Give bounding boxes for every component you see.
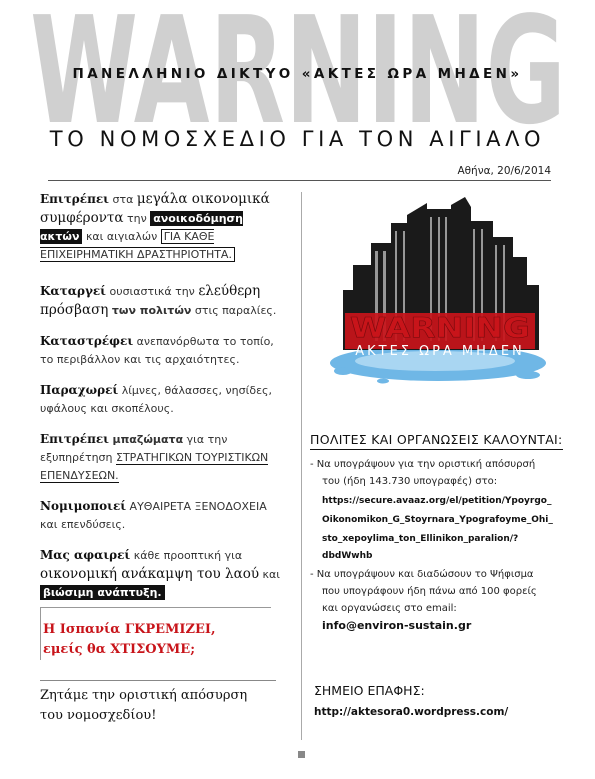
text: στις παραλίες. [194,304,277,317]
verb: Επιτρέπει [40,192,109,206]
petition-link-2[interactable]: Oikonomikon_G_Stoyrnara_Ypografoyme_Ohi_ [322,515,553,525]
column-divider [301,192,302,740]
resolution-text-2: που υπογράφουν ήδη πάνω από 100 φορείς [322,586,537,597]
callout-line-1: Η Ισπανία ΓΚΡΕΜΙΖΕΙ, [43,622,216,637]
paragraph-allows-2 [40,430,285,485]
contact-link[interactable]: http://aktesora0.wordpress.com/ [314,706,509,718]
warning-logo [323,195,553,405]
email-link[interactable]: info@environ-sustain.gr [322,619,472,632]
paragraph-legalizes [40,497,285,534]
text: λίμνες, θάλασσες, νησίδες, υφάλους και σκοπέλους. [40,384,272,415]
demand-line-2: του νομοσχεδίου! [40,708,157,723]
verb: Παραχωρεί [40,383,119,397]
background-warning-text: WARNING [30,4,566,134]
paragraph-abolishes [40,282,285,320]
resolution-text-3: και οργανώσεις στο email: [322,603,457,614]
organization-name: ΠΑΝΕΛΛΗΝΙΟ ΔΙΚΤΥΟ «ΑΚΤΕΣ ΩΡΑ ΜΗΔΕΝ» [72,66,523,82]
verb: Καταργεί [40,284,106,298]
text: και επενδύσεις. [40,518,126,531]
text: και [262,568,281,581]
call-heading: ΠΟΛΙΤΕΣ ΚΑΙ ΟΡΓΑΝΩΣΕΙΣ ΚΑΛΟΥΝΤΑΙ: [310,432,563,450]
highlight: ανοικοδόμηση ακτών [40,212,243,243]
column-end-marker [298,751,305,758]
paragraph-allows-1 [40,190,285,264]
logo-word: WARNING [350,311,530,344]
demand [40,686,285,726]
demand-rule [40,680,276,681]
header-divider [48,180,551,181]
petition-text-2: του (ήδη 143.730 υπογραφές) στο: [322,476,498,487]
paragraph-removes [40,546,285,602]
contact-heading: ΣΗΜΕΙΟ ΕΠΑΦΗΣ: [314,683,425,698]
big-text: μεγάλα οικονομικά συμφέροντα [40,191,270,226]
date-line: Αθήνα, 20/6/2014 [457,165,551,177]
big-text: ελεύθερη πρόσβαση [40,283,261,318]
text: και αιγιαλών [85,230,158,243]
petition-link-1[interactable]: https://secure.avaaz.org/el/petition/Ypoyrgo_ [322,496,552,506]
underlined-text: ΣΤΡΑΤΗΓΙΚΩΝ ΤΟΥΡΙΣΤΙΚΩΝ ΕΠΕΝΔΥΣΕΩΝ. [40,451,269,482]
text: ανεπανόρθωτα το τοπίο, το περιβάλλον και τις αρχαιότητες. [40,335,274,366]
highlight: βιώσιμη ανάπτυξη. [40,585,165,600]
logo-subtitle: ΑΚΤΕΣ ΩΡΑ ΜΗΔΕΝ [355,344,525,359]
paragraph-concedes [40,381,285,418]
spain-callout [40,607,271,660]
verb: Νομιμοποιεί [40,499,127,513]
petition-link-3[interactable]: sto_xepoylima_ton_Ellinikon_paralion/?dbdWwhb [322,534,519,561]
text: ουσιαστικά την [109,285,195,298]
verb: Επιτρέπει [40,432,109,446]
bold-text: των πολιτών [111,304,192,317]
page-title: ΤΟ ΝΟΜΟΣΧΕΔΙΟ ΓΙΑ ΤΟΝ ΑΙΓΙΑΛΟ [49,127,546,151]
petition-text-1: - Να υπογράψουν για την οριστική απόσυρσή [310,459,536,470]
demand-line-1: Ζητάμε την οριστική απόσυρση [40,688,248,703]
paragraph-destroys [40,332,285,369]
text: κάθε προοπτική για [133,549,243,562]
resolution-text-1: - Να υπογράψουν και διαδώσουν το Ψήφισμα [310,569,534,580]
text: την [127,212,147,225]
big-text: οικονομική ανάκαμψη του λαού [40,566,260,582]
bold-text: μπαζώματα [112,433,184,446]
boxed-text: ΓΙΑ ΚΑΘΕ ΕΠΙΧΕΙΡΗΜΑΤΙΚΗ ΔΡΑΣΤΗΡΙΟΤΗΤΑ. [40,229,235,262]
petition-item [310,456,562,565]
verb: Μας αφαιρεί [40,548,131,562]
callout-line-2: εμείς θα ΧΤΙΣΟΥΜΕ; [43,642,195,657]
text: στα [112,193,134,206]
resolution-item [310,566,562,634]
verb: Καταστρέφει [40,334,134,348]
text: ΑΥΘΑΙΡΕΤΑ ΞΕΝΟΔΟΧΕΙΑ [129,500,267,513]
text: για την εξυπηρέτηση [40,433,228,464]
